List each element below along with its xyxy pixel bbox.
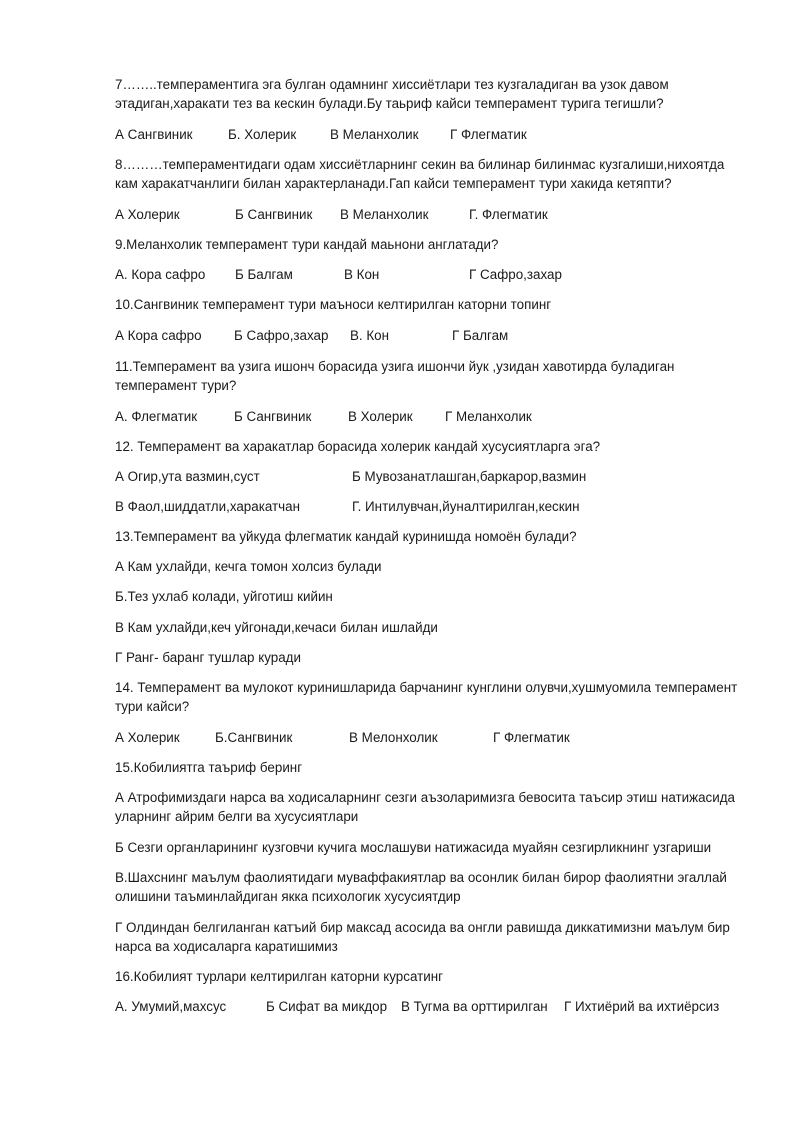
option-c: В Меланхолик xyxy=(330,127,419,142)
question-16-options xyxy=(115,997,755,1016)
option-b: Б. Холерик xyxy=(228,127,297,142)
question-13-text: 13.Темперамент ва уйкуда флегматик кандай куринишда номоён булади? xyxy=(115,529,577,544)
question-11-options xyxy=(115,407,755,426)
option-a: А Кора сафро xyxy=(115,328,202,343)
option-c: В Меланхолик xyxy=(340,207,429,222)
question-13-option-b: Б.Тез ухлаб колади, уйготиш кийин xyxy=(115,589,333,604)
option-d: Г Флегматик xyxy=(493,730,570,745)
option-c: В Кон xyxy=(344,267,380,282)
question-10-options xyxy=(115,326,755,345)
option-b: Б Сафро,захар xyxy=(234,328,329,343)
option-c: В Мелонхолик xyxy=(349,730,438,745)
option-b: Б.Сангвиник xyxy=(215,730,293,745)
option-b: Б Мувозанатлашган,баркарор,вазмин xyxy=(352,469,587,484)
question-10-text: 10.Сангвиник темперамент тури маъноси келтирилган каторни топинг xyxy=(115,297,552,312)
option-d: Г Балгам xyxy=(452,328,509,343)
option-b: Б Сангвиник xyxy=(234,409,312,424)
question-16-text: 16.Кобилият турлари келтирилган каторни курсатинг xyxy=(115,969,443,984)
question-9-text: 9.Меланхолик темперамент тури кандай маьнони англатади? xyxy=(115,237,499,252)
question-15-text: 15.Кобилиятга таъриф беринг xyxy=(115,760,303,775)
option-a: А Холерик xyxy=(115,730,180,745)
question-11-text: 11.Темперамент ва узига ишонч борасида узига ишончи йук ,узидан хавотирда буладиган темперамент тури? xyxy=(115,359,675,393)
option-b: Б Сангвиник xyxy=(235,207,313,222)
question-15-option-b: Б Сезги органларининг кузговчи кучига мослашуви натижасида муайян сезгирликнинг узгариши xyxy=(115,840,712,855)
option-c: В Тугма ва орттирилган xyxy=(401,999,548,1014)
question-13-option-c: В Кам ухлайди,кеч уйгонади,кечаси билан ишлайди xyxy=(115,620,438,635)
option-a: А Сангвиник xyxy=(115,127,193,142)
option-c: В Холерик xyxy=(348,409,413,424)
option-c: В Фаол,шиддатли,харакатчан xyxy=(115,499,300,514)
option-b: Б Сифат ва микдор xyxy=(266,999,388,1014)
question-14-text: 14. Темперамент ва мулокот куринишларида барчанинг кунглини олувчи,хушмуомила темперамент тури кайси? xyxy=(115,680,738,714)
option-a: А. Умумий,махсус xyxy=(115,999,227,1014)
option-a: А. Кора сафро xyxy=(115,267,206,282)
option-d: Г Ихтиёрий ва ихтиёрсиз xyxy=(564,999,720,1014)
option-b: Б Балгам xyxy=(235,267,293,282)
question-8-text: 8………темпераментидаги одам хиссиётларнинг секин ва билинар билинмас кузгалиши,нихоятда кам харакатчанлиги билан характерланади.Гап кайси темперамент тури хакида кетяпти? xyxy=(115,157,725,191)
question-13-option-d: Г Ранг- баранг тушлар куради xyxy=(115,650,301,665)
question-12-options-row-2 xyxy=(115,497,755,516)
option-a: А Огир,ута вазмин,суст xyxy=(115,469,260,484)
question-8-options xyxy=(115,205,755,224)
question-15-option-a: А Атрофимиздаги нарса ва ходисаларнинг сезги аъзоларимизга бевосита таъсир этиш натижасида уларнинг айрим белги ва хусусиятлари xyxy=(115,790,735,824)
question-12-options-row-1 xyxy=(115,467,755,486)
question-7-options xyxy=(115,125,755,144)
option-d: Г Меланхолик xyxy=(445,409,532,424)
question-7-text: 7……..темпераментига эга булган одамнинг хиссиётлари тез кузгаладиган ва узок давом этадиган,харакати тез ва кескин булади.Бу таьриф кайси темперамент турига тегишли? xyxy=(115,77,669,111)
option-d: Г. Интилувчан,йуналтирилган,кескин xyxy=(352,499,580,514)
question-12-text: 12. Темперамент ва харакатлар борасида холерик кандай хусусиятларга эга? xyxy=(115,439,601,454)
option-d: Г. Флегматик xyxy=(469,207,548,222)
question-15-option-d: Г Олдиндан белгиланган катъий бир максад асосида ва онгли равишда диккатимизни маълум бир нарса ва ходисаларга каратишимиз xyxy=(115,920,730,954)
option-a: А Холерик xyxy=(115,207,180,222)
question-14-options xyxy=(115,728,755,747)
question-15-option-c: В.Шахснинг маълум фаолиятидаги муваффакиятлар ва осонлик билан бирор фаолиятни эгаллай олишини таъминлайдиган якка психологик хусусиятдир xyxy=(115,870,727,904)
question-9-options xyxy=(115,265,755,284)
option-a: А. Флегматик xyxy=(115,409,198,424)
option-d: Г Сафро,захар xyxy=(469,267,562,282)
option-c: В. Кон xyxy=(350,328,390,343)
option-d: Г Флегматик xyxy=(450,127,527,142)
question-13-option-a: А Кам ухлайди, кечга томон холсиз булади xyxy=(115,559,382,574)
